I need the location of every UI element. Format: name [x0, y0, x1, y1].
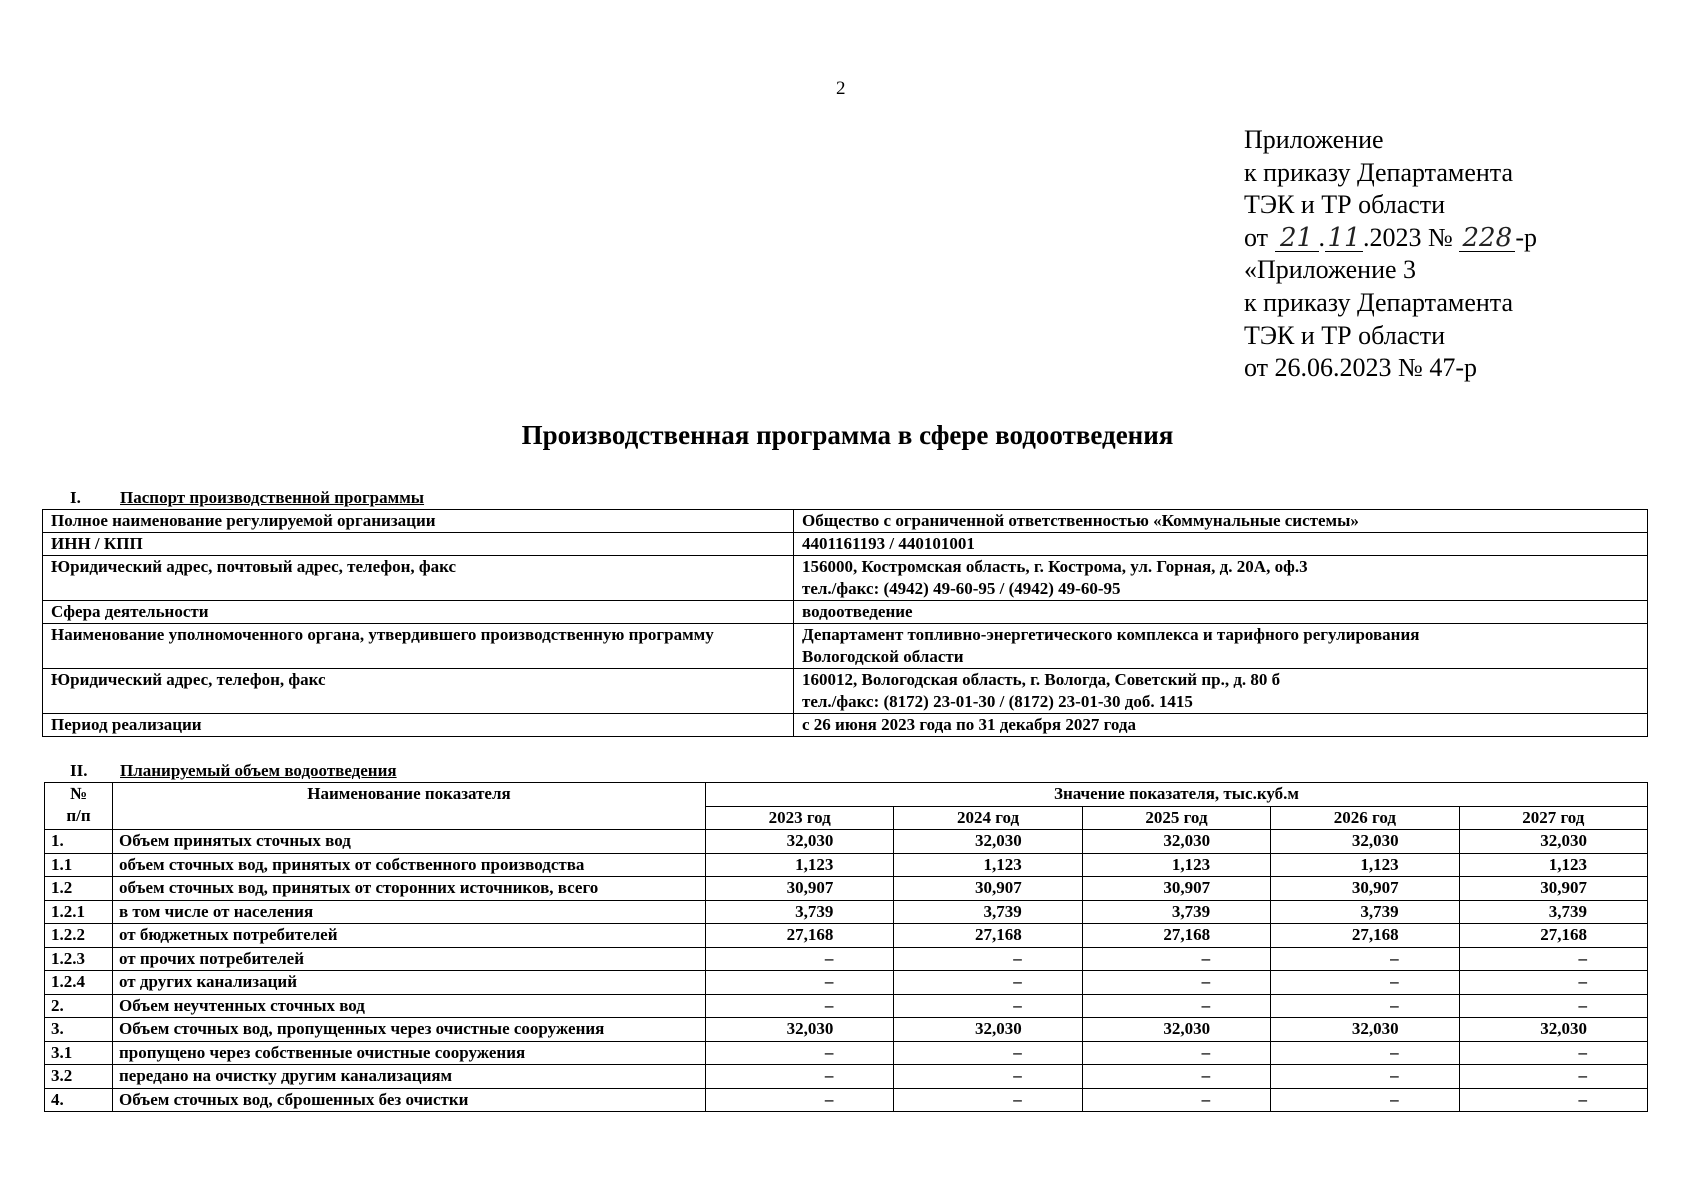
indicator-name: передано на очистку другим канализациям [113, 1065, 706, 1089]
appendix-order-line: от 21 .11.2023 № 228 -р [1244, 222, 1538, 253]
indicator-value: – [894, 1041, 1082, 1065]
indicator-value: – [706, 1088, 894, 1112]
order-year: .2023 № [1363, 222, 1453, 252]
indicator-name: Объем сточных вод, пропущенных через очистные сооружения [113, 1018, 706, 1042]
table-row [45, 853, 1648, 877]
year-header: 2026 год [1271, 806, 1459, 830]
document-title: Производственная программа в сфере водоотведения [521, 420, 1174, 450]
indicator-value: 32,030 [1082, 1018, 1270, 1042]
indicator-value: 27,168 [1082, 924, 1270, 948]
handwritten-order-number: 228 [1459, 225, 1515, 252]
indicator-value: 27,168 [1459, 924, 1647, 948]
passport-value-line: водоотведение [802, 602, 913, 621]
appendix-line: «Приложение 3 [1244, 255, 1417, 285]
appendix-line: к приказу Департамента [1244, 287, 1514, 317]
indicator-value: – [1271, 1041, 1459, 1065]
table-row [45, 830, 1648, 854]
indicator-name: в том числе от населения [113, 900, 706, 924]
row-number: 1.2.2 [45, 924, 113, 948]
indicator-value: 30,907 [1082, 877, 1270, 901]
passport-row [43, 533, 1648, 556]
indicator-value: – [1271, 1088, 1459, 1112]
section-title: Паспорт производственной программы [120, 488, 425, 507]
indicator-value: – [1082, 1088, 1270, 1112]
indicator-value: – [1271, 971, 1459, 995]
indicator-value: – [1271, 947, 1459, 971]
year-header: 2024 год [894, 806, 1082, 830]
indicator-value: 3,739 [706, 900, 894, 924]
passport-row [43, 556, 1648, 601]
indicator-value: – [706, 1041, 894, 1065]
indicator-value: 32,030 [706, 1018, 894, 1042]
indicator-value: – [706, 1065, 894, 1089]
passport-row [43, 714, 1648, 737]
table-row [45, 900, 1648, 924]
passport-label: Период реализации [43, 714, 794, 737]
passport-value [794, 624, 1648, 669]
passport-value-line: тел./факс: (8172) 23-01-30 / (8172) 23-01-30 доб. 1415 [802, 692, 1193, 711]
appendix-block [1244, 124, 1537, 385]
indicator-value: 3,739 [894, 900, 1082, 924]
table-row [45, 947, 1648, 971]
year-header: 2027 год [1459, 806, 1647, 830]
passport-value-line: Департамент топливно-энергетического комплекса и тарифного регулирования [802, 625, 1420, 644]
indicator-value: – [1459, 947, 1647, 971]
indicator-name: от бюджетных потребителей [113, 924, 706, 948]
passport-value [794, 601, 1648, 624]
section-number: II. [70, 761, 88, 780]
indicator-value: 30,907 [706, 877, 894, 901]
passport-value-line: с 26 июня 2023 года по 31 декабря 2027 года [802, 715, 1137, 734]
indicator-value: – [706, 947, 894, 971]
indicator-value: 3,739 [1082, 900, 1270, 924]
row-number: 1.2.3 [45, 947, 113, 971]
page-number: 2 [836, 78, 846, 99]
indicator-value: – [1082, 1065, 1270, 1089]
indicator-value: – [1082, 1041, 1270, 1065]
table-row [45, 1065, 1648, 1089]
section-number: I. [70, 488, 81, 507]
header-num-line: № [69, 784, 88, 803]
passport-table [42, 509, 1648, 737]
indicator-value: 3,739 [1271, 900, 1459, 924]
indicator-value: – [894, 1088, 1082, 1112]
section-1-heading [70, 488, 424, 508]
indicator-value: – [1459, 1065, 1647, 1089]
indicator-value: 3,739 [1459, 900, 1647, 924]
section-2-heading [70, 761, 397, 781]
indicator-value: – [894, 994, 1082, 1018]
indicator-value: 1,123 [706, 853, 894, 877]
indicator-value: – [1271, 994, 1459, 1018]
passport-value-line: 4401161193 / 440101001 [802, 534, 975, 553]
passport-row [43, 510, 1648, 533]
indicator-value: – [1082, 994, 1270, 1018]
volume-table [44, 782, 1648, 1112]
indicator-name: пропущено через собственные очистные сооружения [113, 1041, 706, 1065]
appendix-line: ТЭК и ТР области [1244, 320, 1446, 350]
header-indicator-name: Наименование показателя [113, 783, 706, 830]
indicator-name: Объем принятых сточных вод [113, 830, 706, 854]
indicator-value: 27,168 [894, 924, 1082, 948]
table-row [45, 1041, 1648, 1065]
indicator-value: 32,030 [1271, 1018, 1459, 1042]
passport-row [43, 669, 1648, 714]
header-indicator-value: Значение показателя, тыс.куб.м [706, 783, 1648, 807]
indicator-value: 1,123 [1271, 853, 1459, 877]
row-number: 1.2.4 [45, 971, 113, 995]
handwritten-order-day: 21 [1275, 225, 1319, 252]
table-row [45, 994, 1648, 1018]
passport-value-line: тел./факс: (4942) 49-60-95 / (4942) 49-60-95 [802, 579, 1121, 598]
indicator-value: – [1459, 1088, 1647, 1112]
indicator-name: объем сточных вод, принятых от собственного производства [113, 853, 706, 877]
passport-label: Сфера деятельности [43, 601, 794, 624]
passport-value-line: 156000, Костромская область, г. Кострома, ул. Горная, д. 20А, оф.3 [802, 557, 1308, 576]
indicator-name: от прочих потребителей [113, 947, 706, 971]
indicator-name: Объем сточных вод, сброшенных без очистки [113, 1088, 706, 1112]
indicator-value: 32,030 [1082, 830, 1270, 854]
indicator-name: объем сточных вод, принятых от сторонних источников, всего [113, 877, 706, 901]
indicator-value: – [706, 994, 894, 1018]
order-prefix: от [1244, 222, 1269, 252]
table-row [45, 924, 1648, 948]
year-header: 2023 год [706, 806, 894, 830]
indicator-value: 32,030 [706, 830, 894, 854]
indicator-value: 32,030 [1459, 830, 1647, 854]
appendix-line: Приложение [1244, 125, 1384, 154]
indicator-name: Объем неучтенных сточных вод [113, 994, 706, 1018]
indicator-value: – [1459, 1041, 1647, 1065]
indicator-value: 1,123 [894, 853, 1082, 877]
indicator-value: 30,907 [1271, 877, 1459, 901]
order-suffix: -р [1515, 222, 1538, 252]
passport-value [794, 714, 1648, 737]
indicator-value: 32,030 [894, 830, 1082, 854]
row-number: 3.1 [45, 1041, 113, 1065]
passport-label: ИНН / КПП [43, 533, 794, 556]
indicator-value: – [894, 971, 1082, 995]
passport-row [43, 624, 1648, 669]
indicator-value: 30,907 [1459, 877, 1647, 901]
indicator-value: – [1082, 947, 1270, 971]
indicator-value: – [894, 1065, 1082, 1089]
indicator-value: – [1459, 971, 1647, 995]
row-number: 3. [45, 1018, 113, 1042]
passport-value-line: 160012, Вологодская область, г. Вологда, Советский пр., д. 80 б [802, 670, 1281, 689]
passport-value-line: Общество с ограниченной ответственностью «Коммунальные системы» [802, 511, 1359, 530]
indicator-value: 32,030 [894, 1018, 1082, 1042]
row-number: 3.2 [45, 1065, 113, 1089]
appendix-line: ТЭК и ТР области [1244, 190, 1446, 220]
indicator-value: 30,907 [894, 877, 1082, 901]
indicator-value: – [706, 971, 894, 995]
indicator-value: 27,168 [706, 924, 894, 948]
passport-label: Юридический адрес, телефон, факс [43, 669, 794, 714]
appendix-line: к приказу Департамента [1244, 157, 1514, 187]
table-row [45, 1018, 1648, 1042]
table-row [45, 877, 1648, 901]
row-number: 1.2 [45, 877, 113, 901]
row-number: 2. [45, 994, 113, 1018]
row-number: 4. [45, 1088, 113, 1112]
indicator-value: 1,123 [1082, 853, 1270, 877]
table-row [45, 971, 1648, 995]
row-number: 1.1 [45, 853, 113, 877]
passport-label: Юридический адрес, почтовый адрес, телефон, факс [43, 556, 794, 601]
row-number: 1. [45, 830, 113, 854]
year-header: 2025 год [1082, 806, 1270, 830]
header-num-line: п/п [66, 806, 91, 825]
passport-label: Полное наименование регулируемой организации [43, 510, 794, 533]
row-number: 1.2.1 [45, 900, 113, 924]
indicator-value: – [1459, 994, 1647, 1018]
indicator-value: 32,030 [1459, 1018, 1647, 1042]
passport-row [43, 601, 1648, 624]
indicator-value: – [1271, 1065, 1459, 1089]
passport-value [794, 556, 1648, 601]
indicator-name: от других канализаций [113, 971, 706, 995]
passport-value [794, 669, 1648, 714]
indicator-value: 32,030 [1271, 830, 1459, 854]
passport-value-line: Вологодской области [802, 647, 964, 666]
section-title: Планируемый объем водоотведения [120, 761, 397, 780]
indicator-value: 1,123 [1459, 853, 1647, 877]
handwritten-order-month: 11 [1325, 225, 1363, 252]
indicator-value: 27,168 [1271, 924, 1459, 948]
appendix-line: от 26.06.2023 № 47-р [1244, 353, 1477, 383]
header-num [45, 783, 113, 830]
passport-value [794, 510, 1648, 533]
indicator-value: – [1082, 971, 1270, 995]
table-row [45, 1088, 1648, 1112]
indicator-value: – [894, 947, 1082, 971]
passport-value [794, 533, 1648, 556]
passport-label: Наименование уполномоченного органа, утвердившего производственную программу [43, 624, 794, 669]
